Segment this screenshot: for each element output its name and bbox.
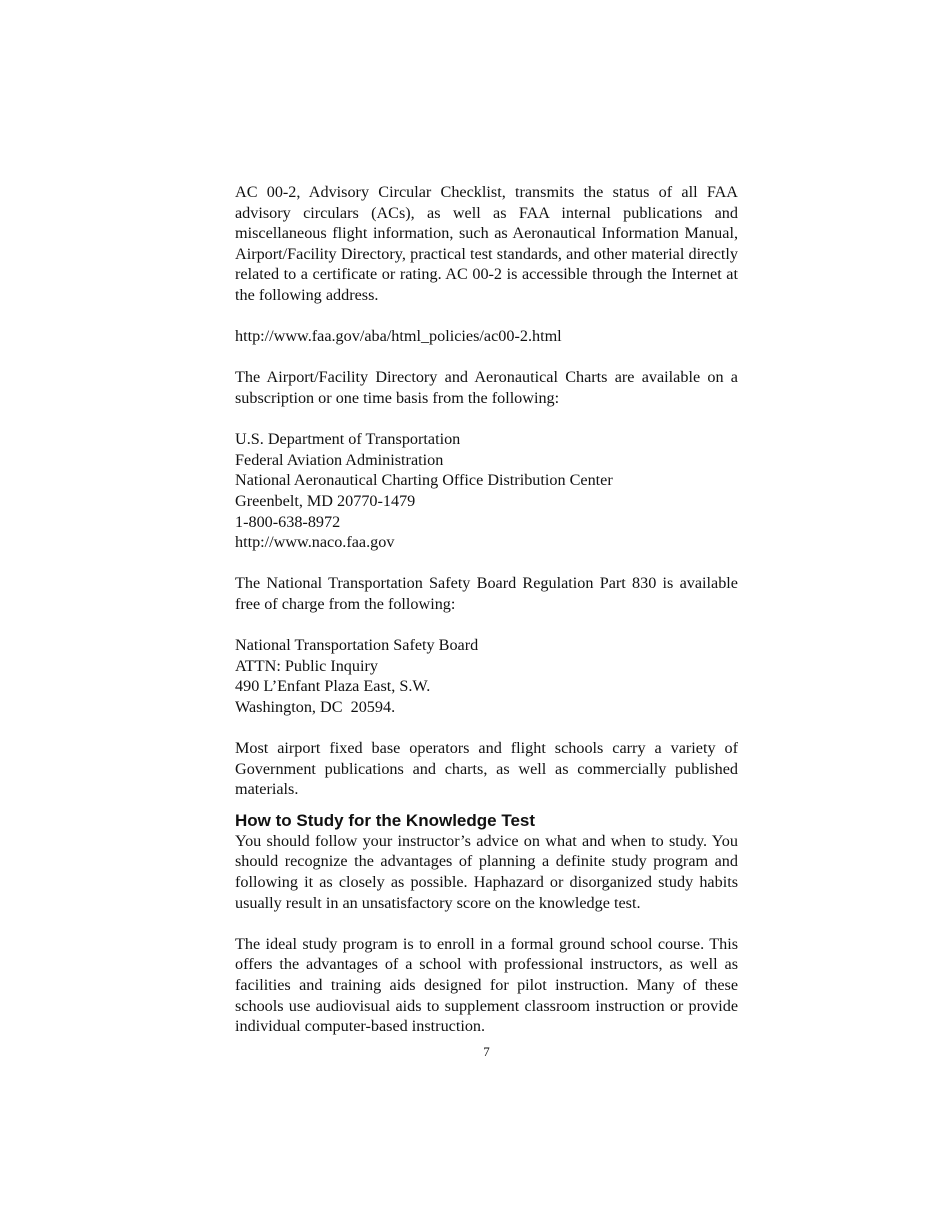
paragraph-ac00-2: AC 00-2, Advisory Circular Checklist, transmits the status of all FAA advisory circulars (ACs), as well as FAA internal publications and miscellaneous flight information, such as Aeronautical Information Manual, Airport/Facility Directory, practical test standards, and other material directly related to a certificate or rating. AC 00-2 is accessible through the Internet at the following address. <box>235 183 738 304</box>
address-line: National Aeronautical Charting Office Distribution Center <box>235 471 613 490</box>
paragraph-fixed-base-operators: Most airport fixed base operators and flight schools carry a variety of Government publications and charts, as well as commercially published materials. <box>235 739 738 799</box>
address-phone: 1-800-638-8972 <box>235 512 341 531</box>
ac00-2-url: http://www.faa.gov/aba/html_policies/ac00-2.html <box>235 327 562 346</box>
paragraph-study-advice: You should follow your instructor’s advice on what and when to study. You should recognize the advantages of planning a definite study program and following it as closely as possible. Haphazard or disorganized study habits usually result in an unsatisfactory score on the knowledge test. <box>235 831 738 912</box>
address-line: ATTN: Public Inquiry <box>235 656 378 675</box>
paragraph-ntsb-regulation: The National Transportation Safety Board Regulation Part 830 is available free of charge from the following: <box>235 574 738 613</box>
address-line: Federal Aviation Administration <box>235 450 444 469</box>
section-heading: How to Study for the Knowledge Test <box>235 810 536 830</box>
paragraph-ground-school: The ideal study program is to enroll in a formal ground school course. This offers the advantages of a school with professional instructors, as well as facilities and training aids designed for pilot instruction. Many of these schools use audiovisual aids to supplement classroom instruction or provide individual computer-based instruction. <box>235 934 738 1036</box>
address-line: 490 L’Enfant Plaza East, S.W. <box>235 677 431 696</box>
address-line: U.S. Department of Transportation <box>235 430 461 449</box>
document-page <box>235 182 738 1037</box>
ntsb-address-block <box>235 635 738 717</box>
faa-address-block <box>235 429 738 553</box>
page-number: 7 <box>483 1044 490 1059</box>
address-line: Washington, DC 20594. <box>235 697 396 716</box>
paragraph-charts-availability: The Airport/Facility Directory and Aeronautical Charts are available on a subscription or one time basis from the following: <box>235 368 738 407</box>
address-url: http://www.naco.faa.gov <box>235 533 395 552</box>
address-line: Greenbelt, MD 20770-1479 <box>235 491 416 510</box>
address-line: National Transportation Safety Board <box>235 636 479 655</box>
